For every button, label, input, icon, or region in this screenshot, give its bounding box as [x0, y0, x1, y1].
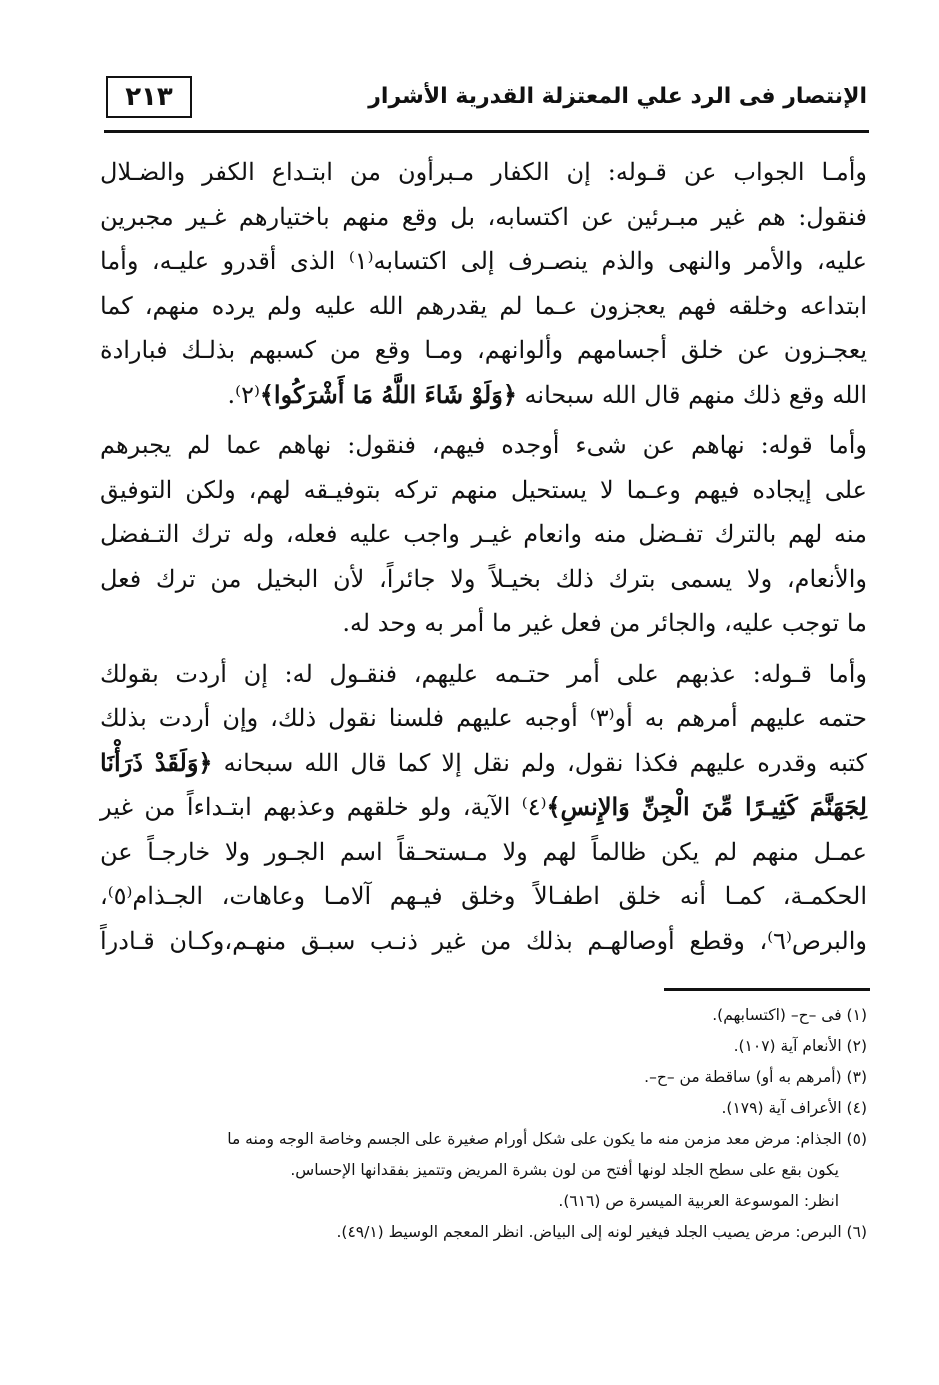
text-line	[100, 785, 867, 830]
text-line: يعجـزون عن خلق أجسامهم وألوانهم، ومـا وقع من كسبهم بذلـك فبارادة	[100, 336, 867, 364]
quran-verse: ﴿وَلَقَدْ ذَرَأْنَا	[100, 747, 213, 777]
text-line: عليه، والأمر والنهى والذم ينصـرف إلى اكتسابه⁽١⁾ الذى أقدرو عليـه، وأما	[100, 247, 867, 275]
text-line: منه لهم بالترك تفـضل منه وانعام غيـر واجب عليه فعله، وله ترك التـفضل	[100, 520, 867, 548]
footnote-ref: ⁽٢⁾.	[227, 380, 260, 409]
footnote-6: (٦) البرص: مرض يصيب الجلد فيغير لونه إلى البياض. انظر المعجم الوسيط (٤٩/١).	[336, 1223, 867, 1241]
footnote-2: (٢) الأنعام آية (١٠٧).	[733, 1037, 867, 1055]
footnote-4: (٤) الأعراف آية (١٧٩).	[721, 1099, 867, 1117]
footnote-3: (٣) (أمرهم به أو) ساقطة من –ح–.	[644, 1068, 867, 1086]
text-line: على إيجاده فيهم وعـما لا يستحيل منهم تركه بتوفيـقه لهم، ولكن التوفيق	[100, 475, 867, 504]
text-line: عمـل منهم لم يكن ظالماً لهم ولا مـستحـقاً اسم الجـور ولا خارجـاً عن	[100, 837, 867, 866]
paragraph-3	[100, 652, 867, 964]
text-line: والبرص⁽٦⁾، وقطع أوصالهـم بذلك من غير ذنـب سبـق منهـم،وكـان قـادراً	[100, 926, 867, 955]
text-line: وأما قـوله: عذبهم على أمر حتـمه عليهم، فنقـول له: إن أردت بقولك	[100, 659, 867, 688]
text-line: والأنعام، ولا يسمى بترك ذلك بخيـلاً ولا جائراً، لأن البخيل من ترك فعل	[100, 564, 867, 593]
quran-verse: لِجَهَنَّمَ كَثِيـرًا مِّنَ الْجِنِّ وَالإِنسِ﴾	[546, 792, 867, 821]
paragraph-1	[100, 150, 867, 417]
header-rule	[104, 130, 869, 133]
text-line: الحكمـة، كمـا أنه خلق اطفـالاً وخلق فيـهم آلامـا وعاهات، الجـذام⁽٥⁾،	[100, 882, 868, 910]
paragraph-2	[100, 423, 867, 646]
text-line: وأمـا الجواب عن قـوله: إن الكفار مـبرأون من ابتـداع الكفر والضـلال	[100, 158, 867, 186]
text-fragment: كتبه وقدره عليهم فكذا نقول، ولم نقل إلا كما قال الله سبحانه	[212, 748, 867, 777]
text-fragment: الله وقع ذلك منهم قال الله سبحانه	[516, 380, 867, 409]
text-line: ما توجب عليه، والجائر من فعل غير ما أمر به وحد له.	[342, 609, 867, 637]
footnote-5-source: انظر: الموسوعة العربية الميسرة ص (٦١٦).	[558, 1192, 839, 1210]
footnote-rule	[664, 988, 870, 991]
footnotes	[120, 1000, 867, 1248]
page-number: ٢١٣	[106, 76, 192, 118]
footnote-5-continuation: يكون بقع على سطح الجلد لونها أفتح من لون بشرة المريض وتتميز بفقدانها الإحساس.	[290, 1161, 839, 1179]
footnote-5: (٥) الجذام: مرض معد مزمن منه ما يكون على شكل أورام صغيرة على الجسم وخاصة الوجه ومنه ما	[227, 1130, 867, 1148]
text-line	[100, 373, 867, 418]
text-line	[100, 741, 867, 786]
running-title: الإنتصار فى الرد علي المعتزلة القدرية الأشرار	[368, 84, 867, 109]
text-line: حتمه عليهم أمرهم به أو⁽٣⁾ أوجبه عليهم فلسنا نقول ذلك، وإن أردت بذلك	[100, 704, 867, 732]
footnote-1: (١) فى –ح– (اكتسابهم).	[712, 1006, 867, 1024]
text-line: ابتداعه وخلقه فهم يعجزون عـما لم يقدرهم الله عليه ولم يرده منهم، كما	[100, 291, 867, 320]
text-line: فنقول: هم غير مبـرئين عن اكتسابه، بل وقع منهم باختيارهم غـير مجبرين	[100, 202, 867, 231]
main-text	[100, 150, 867, 963]
text-fragment: ⁽٤⁾ الآية، ولو خلقهم وعذبهم ابتـداءاً من غير	[100, 793, 547, 821]
quran-verse: ﴿وَلَوْ شَاءَ اللَّهُ مَا أَشْرَكُوا﴾	[259, 379, 517, 409]
text-line: وأما قوله: نهاهم عن شىء أوجده فيهم، فنقول: نهاهم عما لم يجبرهم	[100, 431, 867, 459]
